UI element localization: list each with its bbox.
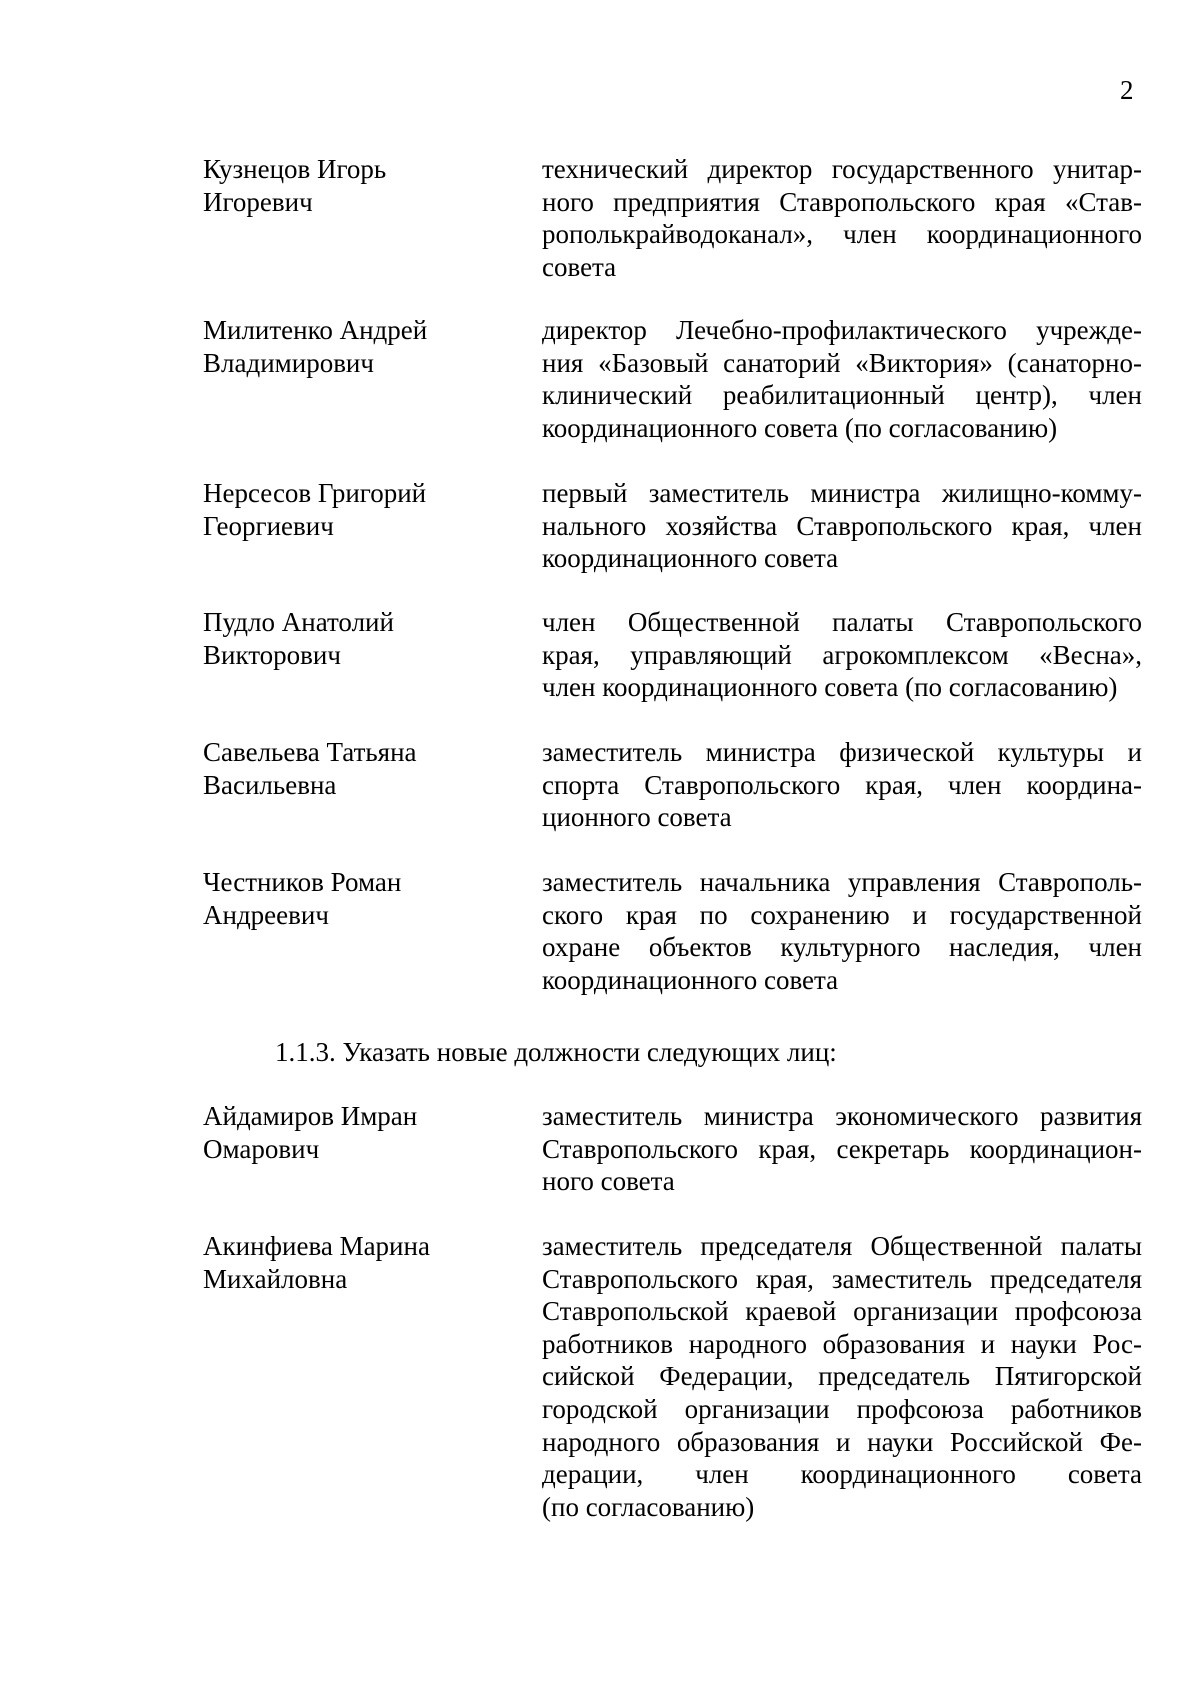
member-role [542, 736, 1142, 834]
member-role-line: Ставропольского края, заместитель председателя [542, 1263, 1142, 1294]
member-name-line: Михайловна [203, 1263, 348, 1294]
member-name [203, 866, 503, 931]
member-name [203, 314, 503, 379]
member-role-line: охране объектов культурного наследия, член [542, 932, 1142, 963]
member-role-line: ния «Базовый санаторий «Виктория» (санаторно- [542, 347, 1142, 378]
member-name [203, 606, 503, 671]
member-role-line: директор Лечебно-профилактического учрежде- [542, 315, 1142, 345]
member-role [542, 1230, 1142, 1523]
member-name-line: Андреевич [203, 899, 329, 930]
member-name [203, 477, 503, 542]
member-name-line: Владимирович [203, 347, 374, 378]
member-role-line: член Общественной палаты Ставропольского [542, 607, 1142, 637]
section-heading: 1.1.3. Указать новые должности следующих лиц: [275, 1037, 837, 1067]
member-name-line: Пудло Анатолий [203, 607, 394, 637]
member-role [542, 153, 1142, 283]
member-role-line: нального хозяйства Ставропольского края, член [542, 510, 1142, 541]
member-role-line: Ставропольской краевой организации профсоюза [542, 1296, 1142, 1327]
member-name [203, 1100, 503, 1165]
member-role-line: Ставропольского края, секретарь координацион- [542, 1133, 1142, 1164]
member-name-line: Викторович [203, 639, 341, 670]
member-role-line: работников народного образования и науки Рос- [542, 1328, 1142, 1359]
member-name-line: Айдамиров Имран [203, 1101, 418, 1131]
member-role-line: дерации, член координационного совета [542, 1459, 1142, 1490]
member-role-line: технический директор государственного унитар- [542, 154, 1142, 184]
member-name-line: Омарович [203, 1133, 320, 1164]
member-role-line: первый заместитель министра жилищно-комму- [542, 478, 1142, 508]
member-name-line: Васильевна [203, 769, 337, 800]
member-role-line: заместитель министра экономического развития [542, 1101, 1142, 1131]
member-name [203, 153, 503, 218]
member-role [542, 477, 1142, 575]
member-role-line: координационного совета [542, 964, 839, 995]
member-role-line: ционного совета [542, 802, 732, 833]
member-role-line: (по согласованию) [542, 1491, 755, 1522]
member-name-line: Акинфиева Марина [203, 1231, 430, 1261]
member-name [203, 736, 503, 801]
member-role-line: спорта Ставропольского края, член координа- [542, 769, 1142, 800]
page-number: 2 [1120, 75, 1134, 105]
member-role [542, 314, 1142, 444]
member-role-line: член координационного совета (по согласованию) [542, 672, 1118, 703]
member-role-line: заместитель председателя Общественной палаты [542, 1231, 1142, 1261]
member-role-line: ного предприятия Ставропольского края «Став- [542, 186, 1142, 217]
member-role-line: городской организации профсоюза работников [542, 1393, 1142, 1424]
member-role-line: координационного совета (по согласованию) [542, 412, 1058, 443]
member-role-line: рополькрайводоканал», член координационного [542, 219, 1142, 250]
member-role-line: заместитель начальника управления Ставрополь- [542, 867, 1142, 897]
member-name-line: Нерсесов Григорий [203, 478, 427, 508]
member-name-line: Георгиевич [203, 510, 334, 541]
member-name-line: Савельева Татьяна [203, 737, 417, 767]
member-role-line: края, управляющий агрокомплексом «Весна», [542, 639, 1142, 670]
member-name-line: Честников Роман [203, 867, 402, 897]
member-role-line: сийской Федерации, председатель Пятигорской [542, 1361, 1142, 1392]
member-role-line: ского края по сохранению и государственной [542, 899, 1142, 930]
member-role-line: координационного совета [542, 543, 839, 574]
member-name-line: Кузнецов Игорь [203, 154, 387, 184]
member-role-line: заместитель министра физической культуры и [542, 737, 1142, 767]
member-name-line: Милитенко Андрей [203, 315, 428, 345]
member-role [542, 866, 1142, 996]
member-role-line: совета [542, 251, 617, 282]
member-role-line: клинический реабилитационный центр), член [542, 380, 1142, 411]
member-role [542, 1100, 1142, 1198]
member-name [203, 1230, 503, 1295]
member-name-line: Игоревич [203, 186, 313, 217]
member-role-line: ного совета [542, 1166, 675, 1197]
member-role [542, 606, 1142, 704]
member-role-line: народного образования и науки Российской Фе- [542, 1426, 1142, 1457]
